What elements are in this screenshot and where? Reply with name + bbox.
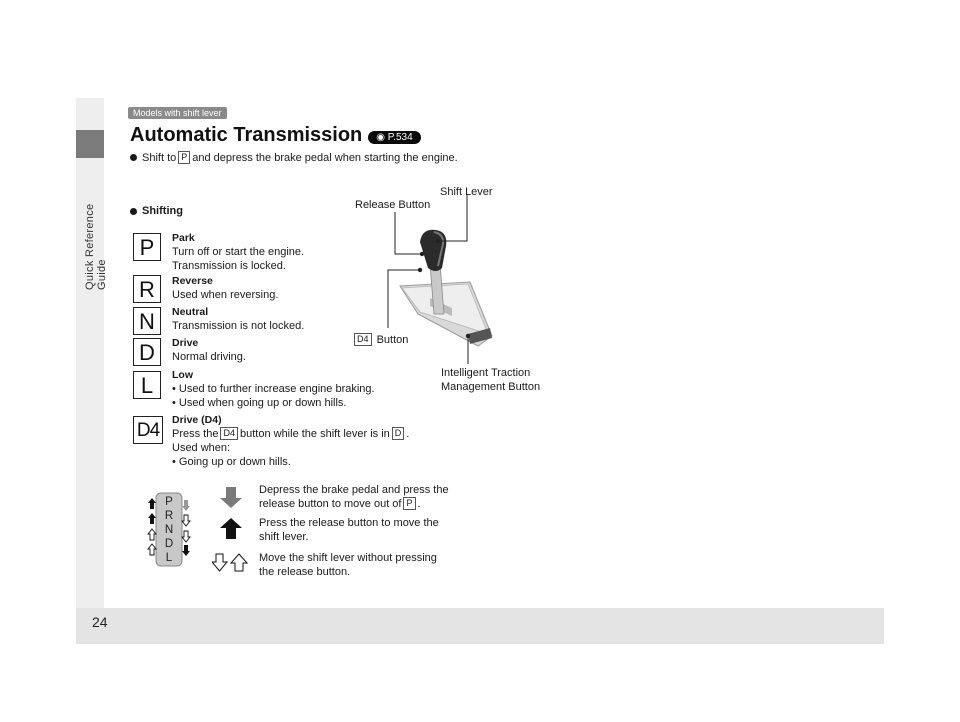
gear-l-icon: L <box>133 371 161 399</box>
title-text: Automatic Transmission <box>130 124 363 146</box>
solid-down-arrow-icon <box>182 545 190 556</box>
solid-up-arrow-icon <box>148 498 156 509</box>
key-d4-icon: D4 <box>220 427 238 440</box>
free-move-down-arrow-icon <box>212 554 227 571</box>
page-footer-band <box>76 608 884 644</box>
hollow-up-arrow-icon <box>148 544 156 555</box>
label-d4-button: D4 Button <box>352 333 408 346</box>
gear-n-desc: Neutral Transmission is not locked. <box>172 306 305 332</box>
release-button-arrow-icon <box>220 518 242 539</box>
key-d4-icon: D4 <box>354 333 372 346</box>
key-p-icon: P <box>403 497 415 510</box>
page-title <box>130 124 421 147</box>
section-side-label: Quick Reference Guide <box>84 203 108 290</box>
shifting-heading: Shifting <box>130 205 183 217</box>
legend-arrows <box>212 484 252 580</box>
key-d-icon: D <box>392 427 405 440</box>
page-ref-text: P.534 <box>387 132 413 143</box>
intro-bullet <box>130 151 458 164</box>
gear-n-icon: N <box>133 307 161 335</box>
gear-l-desc: Low • Used to further increase engine braking. • Used when going up or down hills. <box>172 369 375 409</box>
key-p-icon: P <box>178 151 190 164</box>
gear-p-icon: P <box>133 233 161 261</box>
page-ref-icon: ◉ <box>376 132 386 143</box>
gear-r-icon: R <box>133 275 161 303</box>
gear-r-desc: Reverse Used when reversing. <box>172 275 279 301</box>
brake-release-arrow-icon <box>220 487 242 508</box>
legend-release-button: Press the release button to move the shift lever. <box>259 517 439 543</box>
section-tab-marker <box>76 130 104 158</box>
gate-letters: P R N D L <box>164 496 174 564</box>
label-itm-button: Intelligent Traction Management Button <box>441 367 541 393</box>
leader-release-button <box>395 212 422 254</box>
legend-free-move: Move the shift lever without pressing the release button. <box>259 552 437 578</box>
hollow-up-arrow-icon <box>148 529 156 540</box>
solid-up-arrow-icon <box>148 513 156 524</box>
gear-d-icon: D <box>133 338 161 366</box>
label-release-button: Release Button <box>355 199 431 211</box>
bullet-dot-icon <box>130 208 137 215</box>
label-shift-lever: Shift Lever <box>440 186 493 198</box>
intro-text: Shift to P and depress the brake pedal when starting the engine. <box>142 152 458 164</box>
gear-d4-icon: D4 <box>133 416 163 444</box>
gear-d-desc: Drive Normal driving. <box>172 337 246 363</box>
hollow-down-arrow-icon <box>182 531 190 542</box>
gray-down-arrow-icon <box>182 500 190 511</box>
legend-brake-release: Depress the brake pedal and press the release button to move out of P . <box>259 484 449 510</box>
page-reference-link[interactable] <box>368 131 420 144</box>
hollow-down-arrow-icon <box>182 515 190 526</box>
bullet-dot-icon <box>130 154 137 161</box>
model-badge: Models with shift lever <box>128 107 227 119</box>
gear-d4-desc: Drive (D4) Press the D4 button while the shift lever is in D . Used when: • Going up or down hills. <box>172 414 410 468</box>
gear-p-desc: Park Turn off or start the engine. Transmission is locked. <box>172 232 305 272</box>
page-number: 24 <box>92 614 108 630</box>
free-move-up-arrow-icon <box>231 554 247 571</box>
